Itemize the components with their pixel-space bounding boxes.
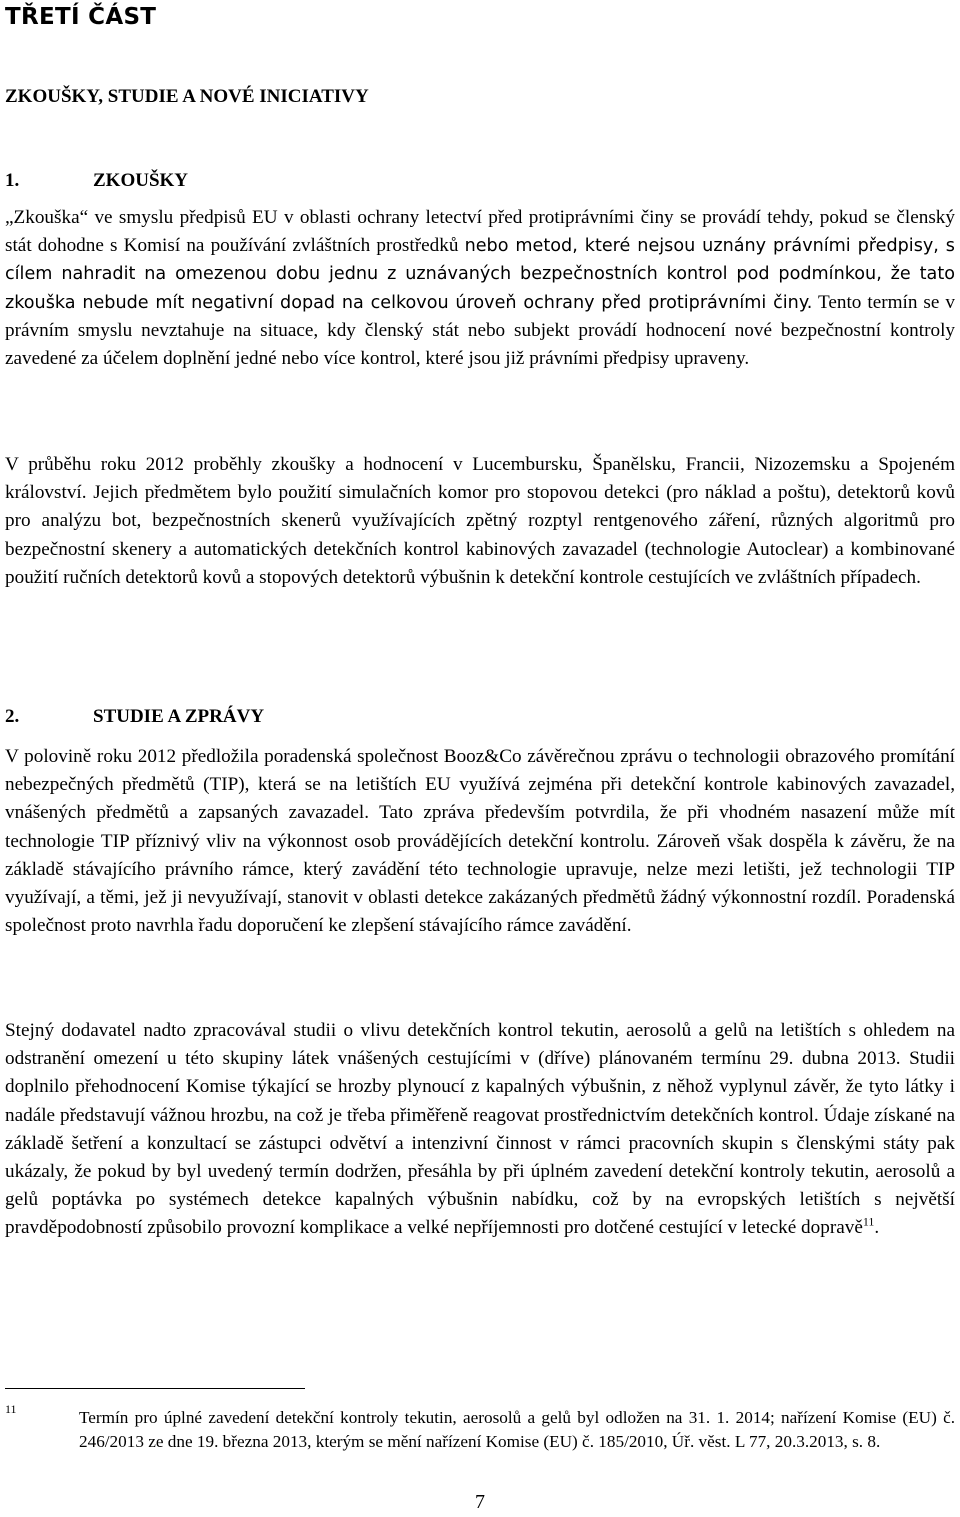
- paragraph-lag-study: [5, 1017, 955, 1243]
- chapter-subtitle-text: ZKOUŠKY, STUDIE A NOVÉ INICIATIVY: [5, 86, 369, 107]
- section-heading-1: [5, 170, 188, 192]
- section-title: ZKOUŠKY: [93, 170, 189, 191]
- footnote-number: 11: [5, 1402, 17, 1416]
- paragraph-text: „Zkouška“ ve smyslu předpisů EU v oblasti ochrany letectví před protiprávními činy se provádí tehdy, pokud se členský stát dohodne s Komisí na používání zvláštních prostředků: [5, 207, 955, 257]
- footnote-text: Termín pro úplné zavedení detekční kontroly tekutin, aerosolů a gelů byl odložen na 31. 1. 2014; nařízení Komise (EU) č. 246/2013 ze dne 19. března 2013, kterým se mění nařízení Komise (EU) č. 185/2010, Úř. věst. L 77, 20.3.2013, s. 8.: [79, 1408, 955, 1451]
- paragraph-trials-2012: V průběhu roku 2012 proběhly zkoušky a hodnocení v Lucembursku, Španělsku, Francii, Nizozemsku a Spojeném království. Jejich předmětem bylo použití simulačních komor pro stopovou detekci (pro náklad a poštu), detektorů kovů pro analýzu bot, bezpečnostních skenerů využívajících zpětný rozptyl rentgenového záření, různých algoritmů pro bezpečnostní skenery a automatických detekčních kontrol kabinových zavazadel (technologie Autoclear) a kombinované použití ručních detektorů kovů a stopových detektorů výbušnin k detekční kontrole cestujících ve zvláštních případech.: [5, 454, 955, 588]
- paragraph-text: nebo metod, které nejsou uznány právními předpisy, s cílem nahradit na omezenou dobu jednu z uznávaných bezpečnostních kontrol pod podmínkou, že tato zkouška nebude mít negativní dopad na celkovou úroveň ochrany před protiprávními činy.: [5, 236, 955, 313]
- section-number: 1.: [5, 170, 20, 191]
- footnote-reference[interactable]: 11: [862, 1215, 875, 1230]
- chapter-subtitle: [5, 86, 369, 108]
- section-title: STUDIE A ZPRÁVY: [93, 706, 265, 727]
- paragraph-tip-report: V polovině roku 2012 předložila poradenská společnost Booz&Co závěrečnou zprávu o technologii obrazového promítání nebezpečných předmětů (TIP), která se na letištích EU využívá zejména při detekční kontrole kabinových zavazadel, vnášených předmětů a zapsaných zavazadel. Tato zpráva především potvrdila, že při vhodném nasazení může mít technologie TIP příznivý vliv na výkonnost osob provádějících detekční kontrolu. Zároveň však dospěla k závěru, že na základě stávajícího právního rámce, který zavádění této technologie upravuje, nelze mezi letišti, jež technologii TIP využívají, a těmi, jež ji nevyužívají, stanovit v oblasti detekce zakázaných předmětů žádný výkonnostní rozdíl. Poradenská společnost proto navrhla řadu doporučení ke zlepšení stávajícího rámce zavádění.: [5, 746, 955, 937]
- section-number: 2.: [5, 706, 20, 727]
- paragraph-text: Stejný dodavatel nadto zpracovával studii o vlivu detekčních kontrol tekutin, aerosolů a gelů na letištích s ohledem na odstranění omezení u této skupiny látek vnášených cestujícími v (dříve) plánovaném termínu 29. dubna 2013. Studii doplnilo přehodnocení Komise týkající se hrozby plynoucí z kapalných výbušnin, z něhož vyplynul závěr, že tyto látky i nadále představují vážnou hrozbu, na což je třeba přiměřeně reagovat prostřednictvím detekčních kontrol. Údaje získané na základě šetření a konzultací se zástupci odvětví a intenzivní činnost v rámci pracovních skupin s členskými státy pak ukázaly, že pokud by byl uvedený termín dodržen, přesáhla by při úplném zavedení detekční kontroly tekutin, aerosolů a gelů poptávka po systémech detekce kapalných výbušnin nabídku, což by na evropských letištích s největší pravděpodobností způsobilo provozní komplikace a velké nepříjemnosti pro dotčené cestující v letecké dopravě: [5, 1020, 955, 1239]
- part-title: TŘETÍ ČÁST: [5, 4, 157, 30]
- paragraph-zkouska-definition: [5, 204, 955, 373]
- page-number: 7: [475, 1491, 485, 1513]
- section-heading-2: [5, 706, 264, 728]
- footnote-divider: [5, 1388, 305, 1389]
- paragraph-text: Tento termín se v právním smyslu nevztahuje na situace, kdy členský stát nebo subjekt provádí hodnocení nové bezpečnostní kontroly zavedené za účelem doplnění jedné nebo více kontrol, které jsou již právními předpisy upraveny.: [5, 291, 955, 370]
- paragraph-text: .: [874, 1217, 880, 1239]
